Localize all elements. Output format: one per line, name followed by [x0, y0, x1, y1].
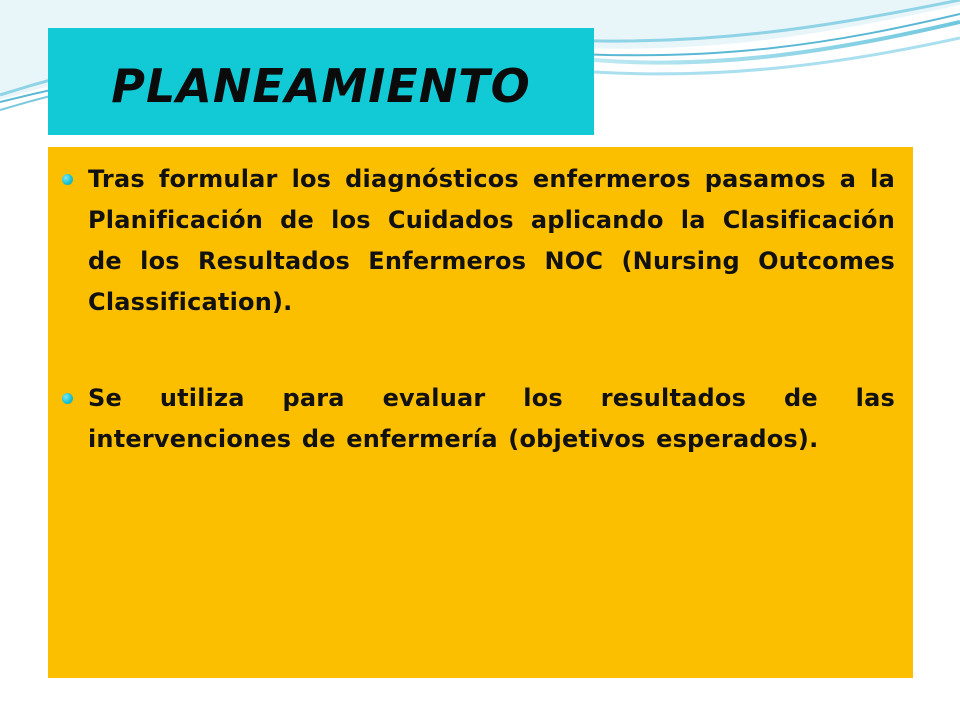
slide-title: PLANEAMIENTO	[111, 58, 531, 113]
bullet-text: Se utiliza para evaluar los resultados de las intervenciones de enfermería (objetivos esperados).	[88, 384, 895, 453]
round-bullet-icon	[62, 393, 73, 404]
bullet-item	[62, 159, 895, 323]
title-box	[48, 28, 594, 135]
bullet-text: Tras formular los diagnósticos enfermeros pasamos a la Planificación de los Cuidados aplicando la Clasificación de los Resultados Enfermeros NOC (Nursing Outcomes Classification).	[88, 165, 895, 316]
round-bullet-icon	[62, 174, 73, 185]
content-box	[48, 147, 913, 678]
bullet-item	[62, 378, 895, 460]
